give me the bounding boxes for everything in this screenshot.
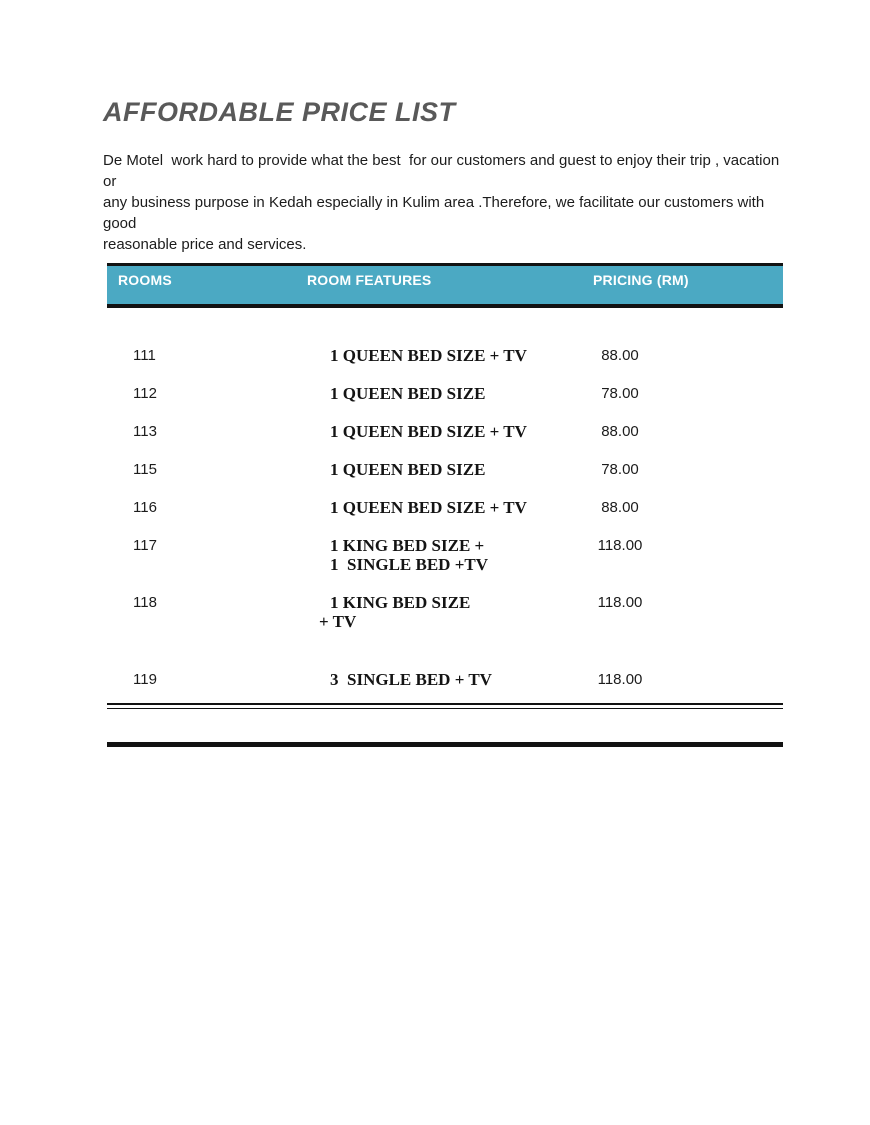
room-features — [319, 593, 580, 631]
feature-line: 1 QUEEN BED SIZE — [330, 384, 486, 403]
room-features — [330, 670, 580, 689]
table-row — [107, 670, 783, 703]
price-table — [107, 263, 783, 747]
table-row — [107, 422, 783, 460]
room-features — [330, 460, 580, 479]
table-row — [107, 460, 783, 498]
room-price: 88.00 — [601, 347, 639, 364]
room-features — [330, 536, 580, 574]
intro-paragraph — [103, 150, 783, 255]
room-price: 78.00 — [601, 461, 639, 478]
table-body — [107, 308, 783, 703]
table-row — [107, 498, 783, 536]
header-room-features: ROOM FEATURES — [307, 272, 432, 288]
room-features — [330, 346, 580, 365]
intro-line: reasonable price and services. — [103, 236, 307, 253]
room-features — [330, 422, 580, 441]
room-features — [330, 384, 580, 403]
header-pricing: PRICING (RM) — [593, 272, 689, 288]
feature-line: + TV — [319, 612, 357, 631]
header-rooms: ROOMS — [118, 272, 172, 288]
intro-line: De Motel work hard to provide what the best for our customers and guest to enjoy their trip , vacation or — [103, 152, 784, 190]
feature-line: 1 KING BED SIZE + — [330, 536, 485, 555]
room-number: 115 — [133, 461, 157, 478]
table-header-row — [107, 263, 783, 308]
rule-gap — [107, 709, 783, 742]
room-number: 117 — [133, 537, 157, 554]
table-row — [107, 384, 783, 422]
feature-line: 1 QUEEN BED SIZE + TV — [330, 422, 527, 441]
feature-line: 1 SINGLE BED +TV — [330, 555, 489, 574]
room-price: 88.00 — [601, 423, 639, 440]
table-row — [107, 593, 783, 670]
room-number: 116 — [133, 499, 157, 516]
room-price: 118.00 — [597, 537, 643, 554]
table-footer-thick-rule — [107, 742, 783, 747]
room-number: 111 — [133, 347, 156, 364]
feature-line: 1 QUEEN BED SIZE — [330, 460, 486, 479]
room-number: 113 — [133, 423, 157, 440]
feature-line: 1 QUEEN BED SIZE + TV — [330, 498, 527, 517]
intro-line: any business purpose in Kedah especially in Kulim area .Therefore, we facilitate our customers with good — [103, 194, 769, 232]
table-row — [107, 346, 783, 384]
feature-line: 1 KING BED SIZE — [330, 593, 471, 612]
room-number: 118 — [133, 594, 157, 611]
feature-line: 1 QUEEN BED SIZE + TV — [330, 346, 527, 365]
table-row — [107, 536, 783, 593]
room-price: 88.00 — [601, 499, 639, 516]
feature-line: 3 SINGLE BED + TV — [330, 670, 492, 689]
page-title: AFFORDABLE PRICE LIST — [103, 97, 456, 127]
room-features — [330, 498, 580, 517]
room-number: 119 — [133, 671, 157, 688]
room-price: 118.00 — [597, 594, 643, 611]
room-price: 118.00 — [597, 671, 643, 688]
room-price: 78.00 — [601, 385, 639, 402]
room-number: 112 — [133, 385, 157, 402]
